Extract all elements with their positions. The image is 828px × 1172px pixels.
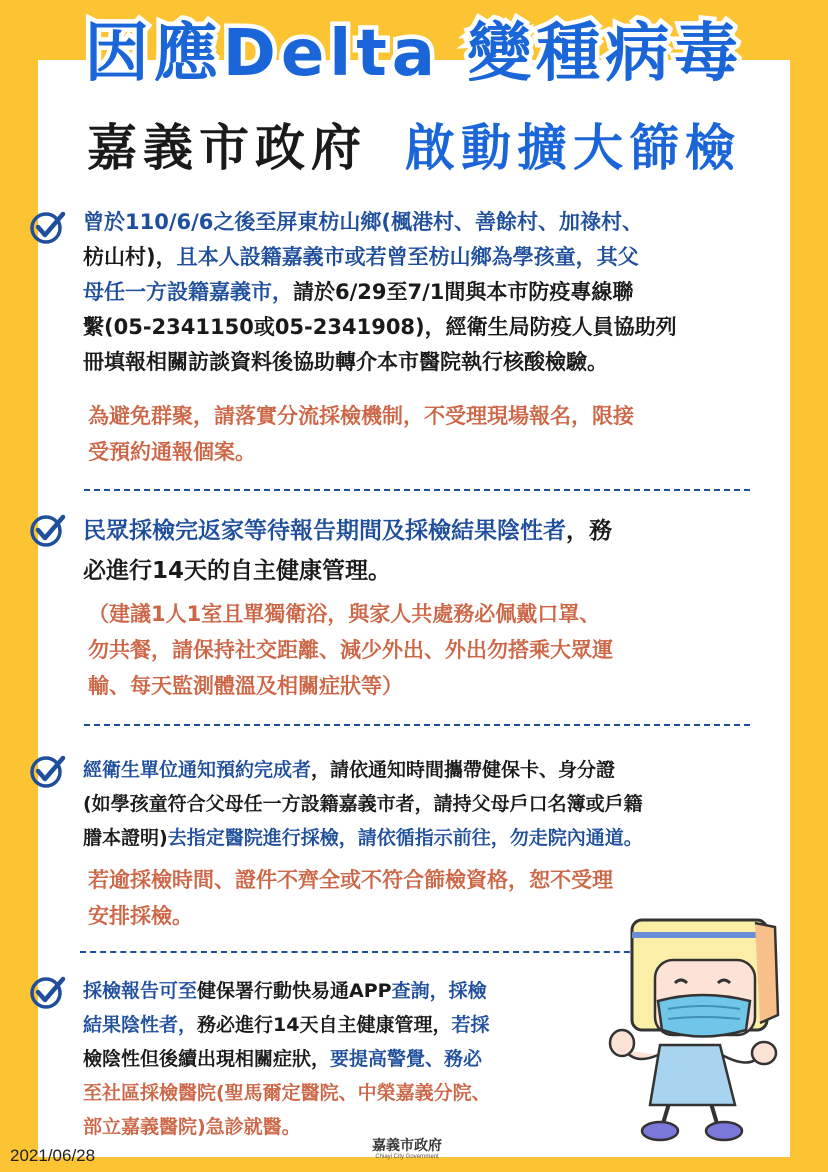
section2-line: 必進行14天的自主健康管理。 [83,558,392,584]
section4-line: 部立嘉義醫院)急診就醫。 [83,1116,301,1138]
section2-note: （建議1人1室且單獨衛浴，與家人共處務必佩戴口罩、 勿共餐，請保持社交距離、減少外出、外出勿搭乘大眾運 輸、每天監測體溫及相關症狀等） [88,602,613,698]
section1-note: 為避免群聚，請落實分流採檢機制，不受理現場報名，限接 受預約通報個案。 [88,404,634,464]
section1-line: 枋山村)，且本人設籍嘉義市或若曾至枋山鄉為學孩童，其父 [83,245,639,269]
date-stamp: 2021/06/28 [10,1146,96,1165]
section3-text [83,753,783,855]
subtitle-org: 嘉義市政府 [87,119,367,177]
section4-line: 檢陰性但後續出現相關症狀，要提高警覺、務必 [83,1048,483,1070]
section4-line: 採檢報告可至健保署行動快易通APP查詢，採檢 [83,980,487,1002]
section4-line: 結果陰性者，務必進行14天自主健康管理，若採 [83,1014,490,1036]
section1-line: 冊填報相關訪談資料後協助轉介本市醫院執行核酸檢驗。 [83,350,608,374]
section3-line: 經衛生單位通知預約完成者，請依通知時間攜帶健保卡、身分證 [83,759,616,781]
section3-line: (如學孩童符合父母任一方設籍嘉義市者，請持父母戶口名簿或戶籍 [83,793,643,815]
subtitle-action: 啟動擴大篩檢 [405,119,741,177]
footer-org-name: 嘉義市政府 [372,1138,442,1154]
section3-line: 謄本證明)去指定醫院進行採檢，請依循指示前往，勿走院內通道。 [83,827,643,849]
page-subtitle [0,108,828,180]
footer-org-english: Chiayi City Government [375,1154,439,1160]
divider [84,489,750,491]
mascot-illustration [600,905,790,1145]
section1-line: 母任一方設籍嘉義市，請於6/29至7/1間與本市防疫專線聯 [83,280,634,304]
checkmark-icon [30,209,66,245]
checkmark-icon [30,512,66,548]
section2-text [83,511,783,591]
page-title: 因應Delta 變種病毒 [84,17,744,91]
section2-line: 民眾採檢完返家等待報告期間及採檢結果陰性者，務 [83,518,612,544]
divider [80,951,640,953]
section1-text [83,205,783,380]
divider [84,724,750,726]
checkmark-icon [30,753,66,789]
section1-line: 繫(05-2341150或05-2341908)，經衛生局防疫人員協助列 [83,315,677,339]
checkmark-icon [30,974,66,1010]
section4-text [83,974,603,1144]
section3-note: 若逾採檢時間、證件不齊全或不符合篩檢資格，恕不受理 安排採檢。 [88,868,613,928]
section4-line: 至社區採檢醫院(聖馬爾定醫院、中榮嘉義分院、 [83,1082,491,1104]
section1-line: 曾於110/6/6之後至屏東枋山鄉(楓港村、善餘村、加祿村、 [83,210,643,234]
footer-logo [357,1138,457,1160]
